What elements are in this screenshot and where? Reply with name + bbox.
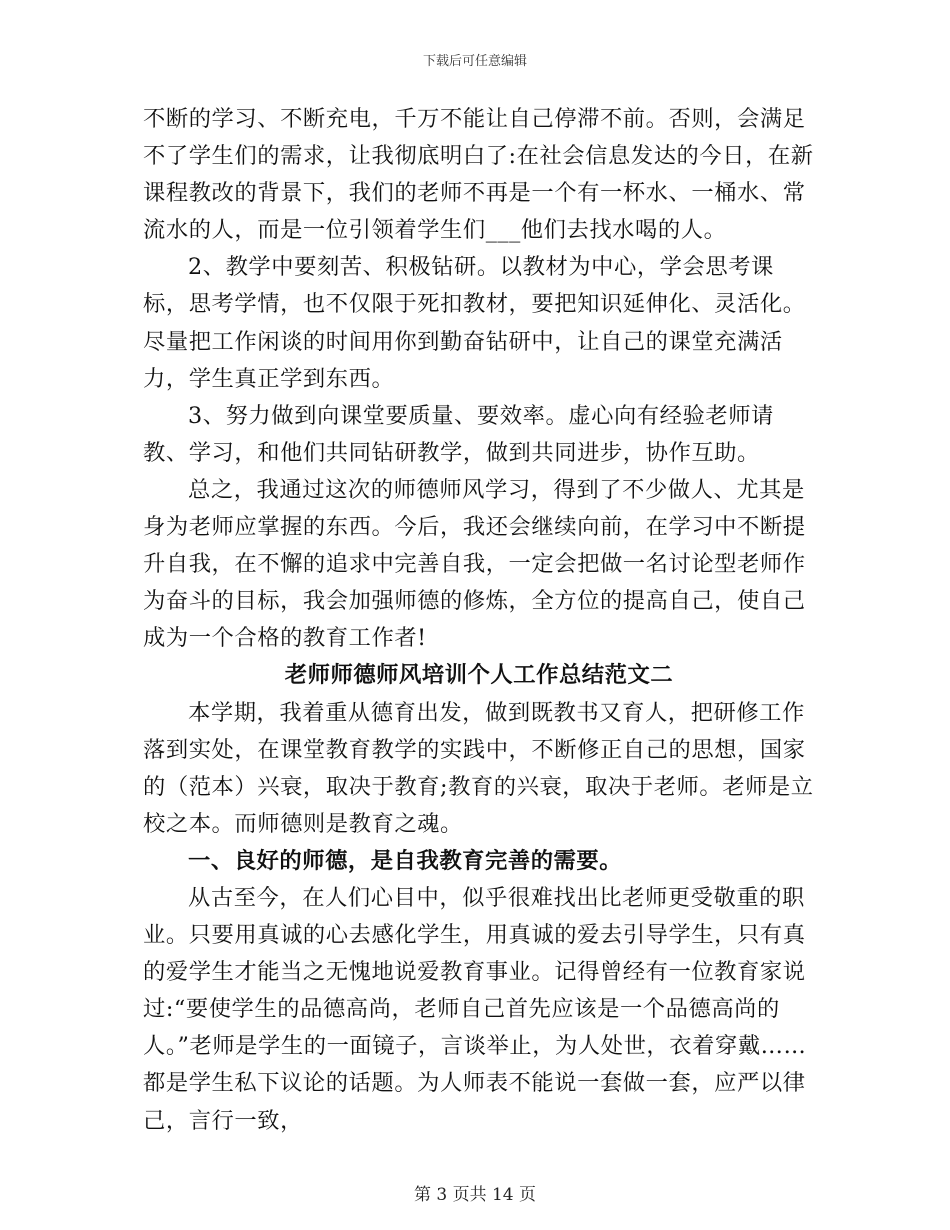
section-title: 老师师德师风培训个人工作总结范文二 xyxy=(284,662,674,689)
paragraph-point-3: 3、努力做到向课堂要质量、要效率。虚心向有经验老师请教、学习，和他们共同钻研教学，做到共同进步，协作互助。 xyxy=(143,402,774,466)
subheading-1: 一、良好的师德，是自我教育完善的需要。 xyxy=(188,847,623,874)
paragraph-summary: 总之，我通过这次的师德师风学习，得到了不少做人、尤其是身为老师应掌握的东西。今后，我还会继续向前，在学习中不断提升自我，在不懈的追求中完善自我，一定会把做一名讨论型老师作为奋斗的目标，我会加强师德的修炼，全方位的提高自己，使自己成为一个合格的教育工作者! xyxy=(143,476,806,652)
document-body xyxy=(143,101,815,1140)
paragraph-body: 从古至今，在人们心目中，似乎很难找出比老师更受敬重的职业。只要用真诚的心去感化学生，用真诚的爱去引导学生，只有真的爱学生才能当之无愧地说爱教育事业。记得曾经有一位教育家说过:“要使学生的品德高尚，老师自己首先应该是一个品德高尚的人。”老师是学生的一面镜子，言谈举止，为人处世，衣着穿戴……都是学生私下议论的话题。为人师表不能说一套做一套，应严以律己，言行一致， xyxy=(143,884,807,1134)
paragraph-intro: 本学期，我着重从德育出发，做到既教书又育人，把研修工作落到实处，在课堂教育教学的实践中，不断修正自己的思想，国家的（范本）兴衰，取决于教育;教育的兴衰，取决于老师。老师是立校之本。而师德则是教育之魂。 xyxy=(143,699,814,837)
paragraph-point-2: 2、教学中要刻苦、积极钻研。以教材为中心，学会思考课标，思考学情，也不仅限于死扣教材，要把知识延伸化、灵活化。尽量把工作闲谈的时间用你到勤奋钻研中，让自己的课堂充满活力，学生真正学到东西。 xyxy=(143,254,806,392)
paragraph-continuation: 不断的学习、不断充电，千万不能让自己停滞不前。否则，会满足不了学生们的需求，让我彻底明白了:在社会信息发达的今日，在新课程教改的背景下，我们的老师不再是一个有一杯水、一桶水、常流水的人，而是一位引领着学生们___他们去找水喝的人。 xyxy=(143,106,814,244)
page-number: 第 3 页共 14 页 xyxy=(413,1185,537,1205)
page-header: 下载后可任意编辑 xyxy=(422,54,527,69)
